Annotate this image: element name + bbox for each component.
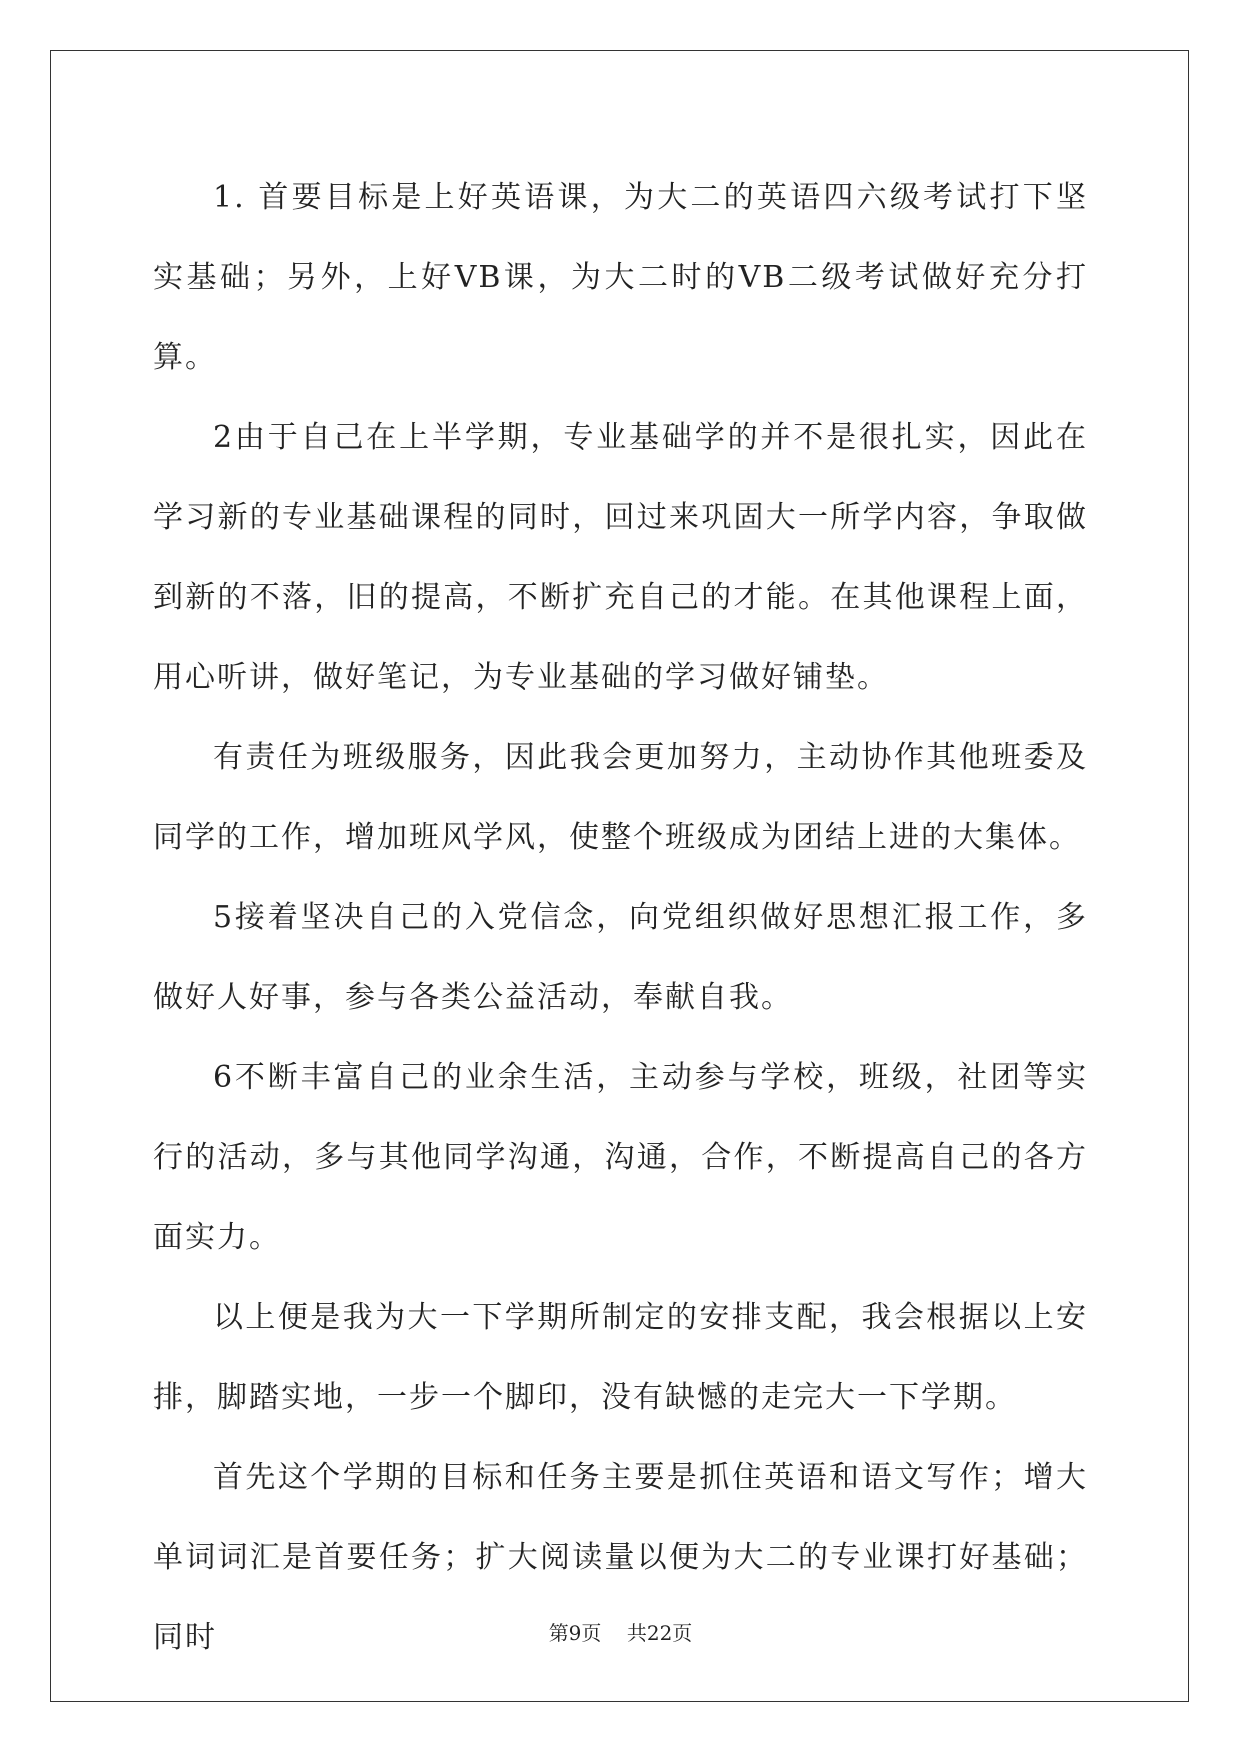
paragraph-3: 有责任为班级服务，因此我会更加努力，主动协作其他班委及同学的工作，增加班风学风，使整个班级成为团结上进的大集体。 xyxy=(153,740,1088,855)
paragraph-7: 首先这个学期的目标和任务主要是抓住英语和语文写作；增大单词词汇是首要任务；扩大阅读量以便为大二的专业课打好基础；同时 xyxy=(153,1460,1088,1655)
paragraph-6: 以上便是我为大一下学期所制定的安排支配，我会根据以上安排，脚踏实地，一步一个脚印，没有缺憾的走完大一下学期。 xyxy=(153,1300,1088,1415)
page-total: 共22页 xyxy=(626,1621,693,1645)
paragraph-2: 2由于自己在上半学期，专业基础学的并不是很扎实，因此在学习新的专业基础课程的同时，回过来巩固大一所学内容，争取做到新的不落，旧的提高，不断扩充自己的才能。在其他课程上面，用心听讲，做好笔记，为专业基础的学习做好铺垫。 xyxy=(153,420,1088,695)
paragraph-1: 1. 首要目标是上好英语课，为大二的英语四六级考试打下坚实基础；另外，上好VB课，为大二时的VB二级考试做好充分打算。 xyxy=(153,180,1088,375)
paragraph-5: 6不断丰富自己的业余生活，主动参与学校，班级，社团等实行的活动，多与其他同学沟通，沟通，合作，不断提高自己的各方面实力。 xyxy=(153,1060,1088,1255)
paragraph-4: 5接着坚决自己的入党信念，向党组织做好思想汇报工作，多做好人好事，参与各类公益活动，奉献自我。 xyxy=(153,900,1088,1015)
page-footer xyxy=(0,1617,1241,1646)
page-number: 第9页 xyxy=(548,1621,602,1645)
document-body xyxy=(153,158,1088,1678)
